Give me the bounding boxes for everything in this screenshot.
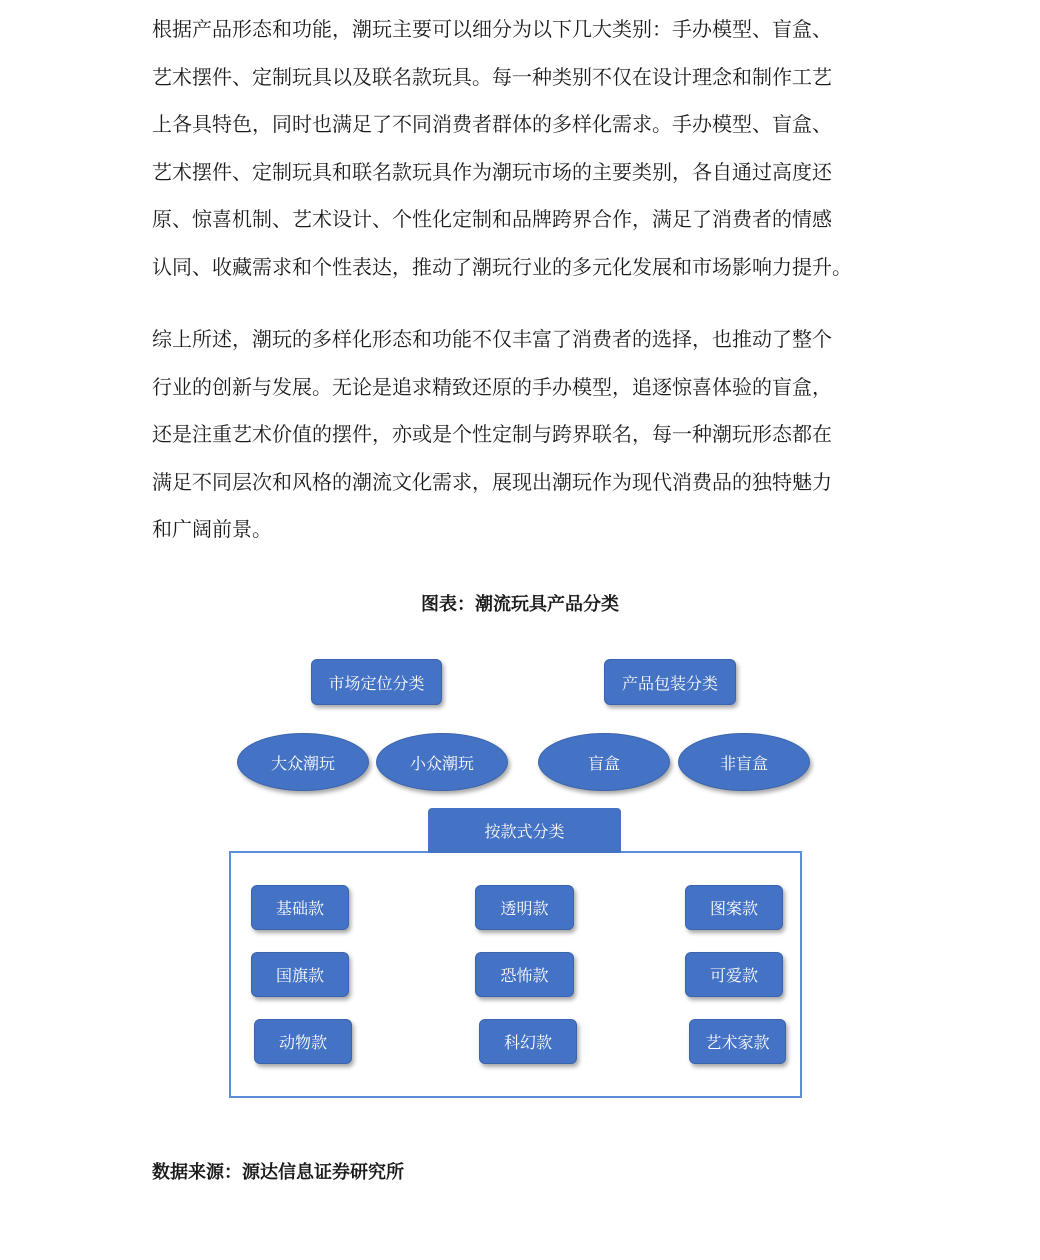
- text-line: 综上所述，潮玩的多样化形态和功能不仅丰富了消费者的选择，也推动了整个: [152, 327, 832, 351]
- style-item-flag: 国旗款: [251, 952, 349, 997]
- style-group-title: 按款式分类: [428, 808, 621, 853]
- style-item-artist: 艺术家款: [689, 1019, 786, 1064]
- text-line: 根据产品形态和功能，潮玩主要可以细分为以下几大类别：手办模型、盲盒、: [152, 17, 832, 41]
- data-source: 数据来源：源达信息证券研究所: [152, 1162, 404, 1183]
- style-item-transparent: 透明款: [475, 885, 574, 930]
- oval-mass-toys: 大众潮玩: [237, 733, 369, 791]
- text-line: 认同、收藏需求和个性表达，推动了潮玩行业的多元化发展和市场影响力提升。: [152, 254, 852, 279]
- oval-niche-toys: 小众潮玩: [376, 733, 508, 791]
- node-packaging: 产品包装分类: [604, 659, 736, 705]
- text-line: 和广阔前景。: [152, 517, 272, 542]
- figure-caption: 图表：潮流玩具产品分类: [421, 594, 619, 615]
- text-line: 艺术摆件、定制玩具和联名款玩具作为潮玩市场的主要类别，各自通过高度还: [152, 159, 832, 184]
- style-item-scifi: 科幻款: [479, 1019, 577, 1064]
- text-line: 满足不同层次和风格的潮流文化需求，展现出潮玩作为现代消费品的独特魅力: [152, 469, 832, 494]
- text-line: 还是注重艺术价值的摆件，亦或是个性定制与跨界联名，每一种潮玩形态都在: [152, 422, 832, 447]
- style-item-animal: 动物款: [254, 1019, 352, 1064]
- style-item-pattern: 图案款: [685, 885, 783, 930]
- text-line: 上各具特色，同时也满足了不同消费者群体的多样化需求。手办模型、盲盒、: [152, 112, 832, 137]
- oval-blind-box: 盲盒: [538, 733, 670, 791]
- node-market-positioning: 市场定位分类: [311, 659, 442, 705]
- text-line: 行业的创新与发展。无论是追求精致还原的手办模型，追逐惊喜体验的盲盒，: [152, 374, 832, 399]
- style-item-horror: 恐怖款: [475, 952, 574, 997]
- style-item-cute: 可爱款: [685, 952, 783, 997]
- style-item-basic: 基础款: [251, 885, 349, 930]
- text-line: 艺术摆件、定制玩具以及联名款玩具。每一种类别不仅在设计理念和制作工艺: [152, 64, 832, 89]
- text-line: 原、惊喜机制、艺术设计、个性化定制和品牌跨界合作，满足了消费者的情感: [152, 207, 832, 232]
- oval-non-blind-box: 非盲盒: [678, 733, 810, 791]
